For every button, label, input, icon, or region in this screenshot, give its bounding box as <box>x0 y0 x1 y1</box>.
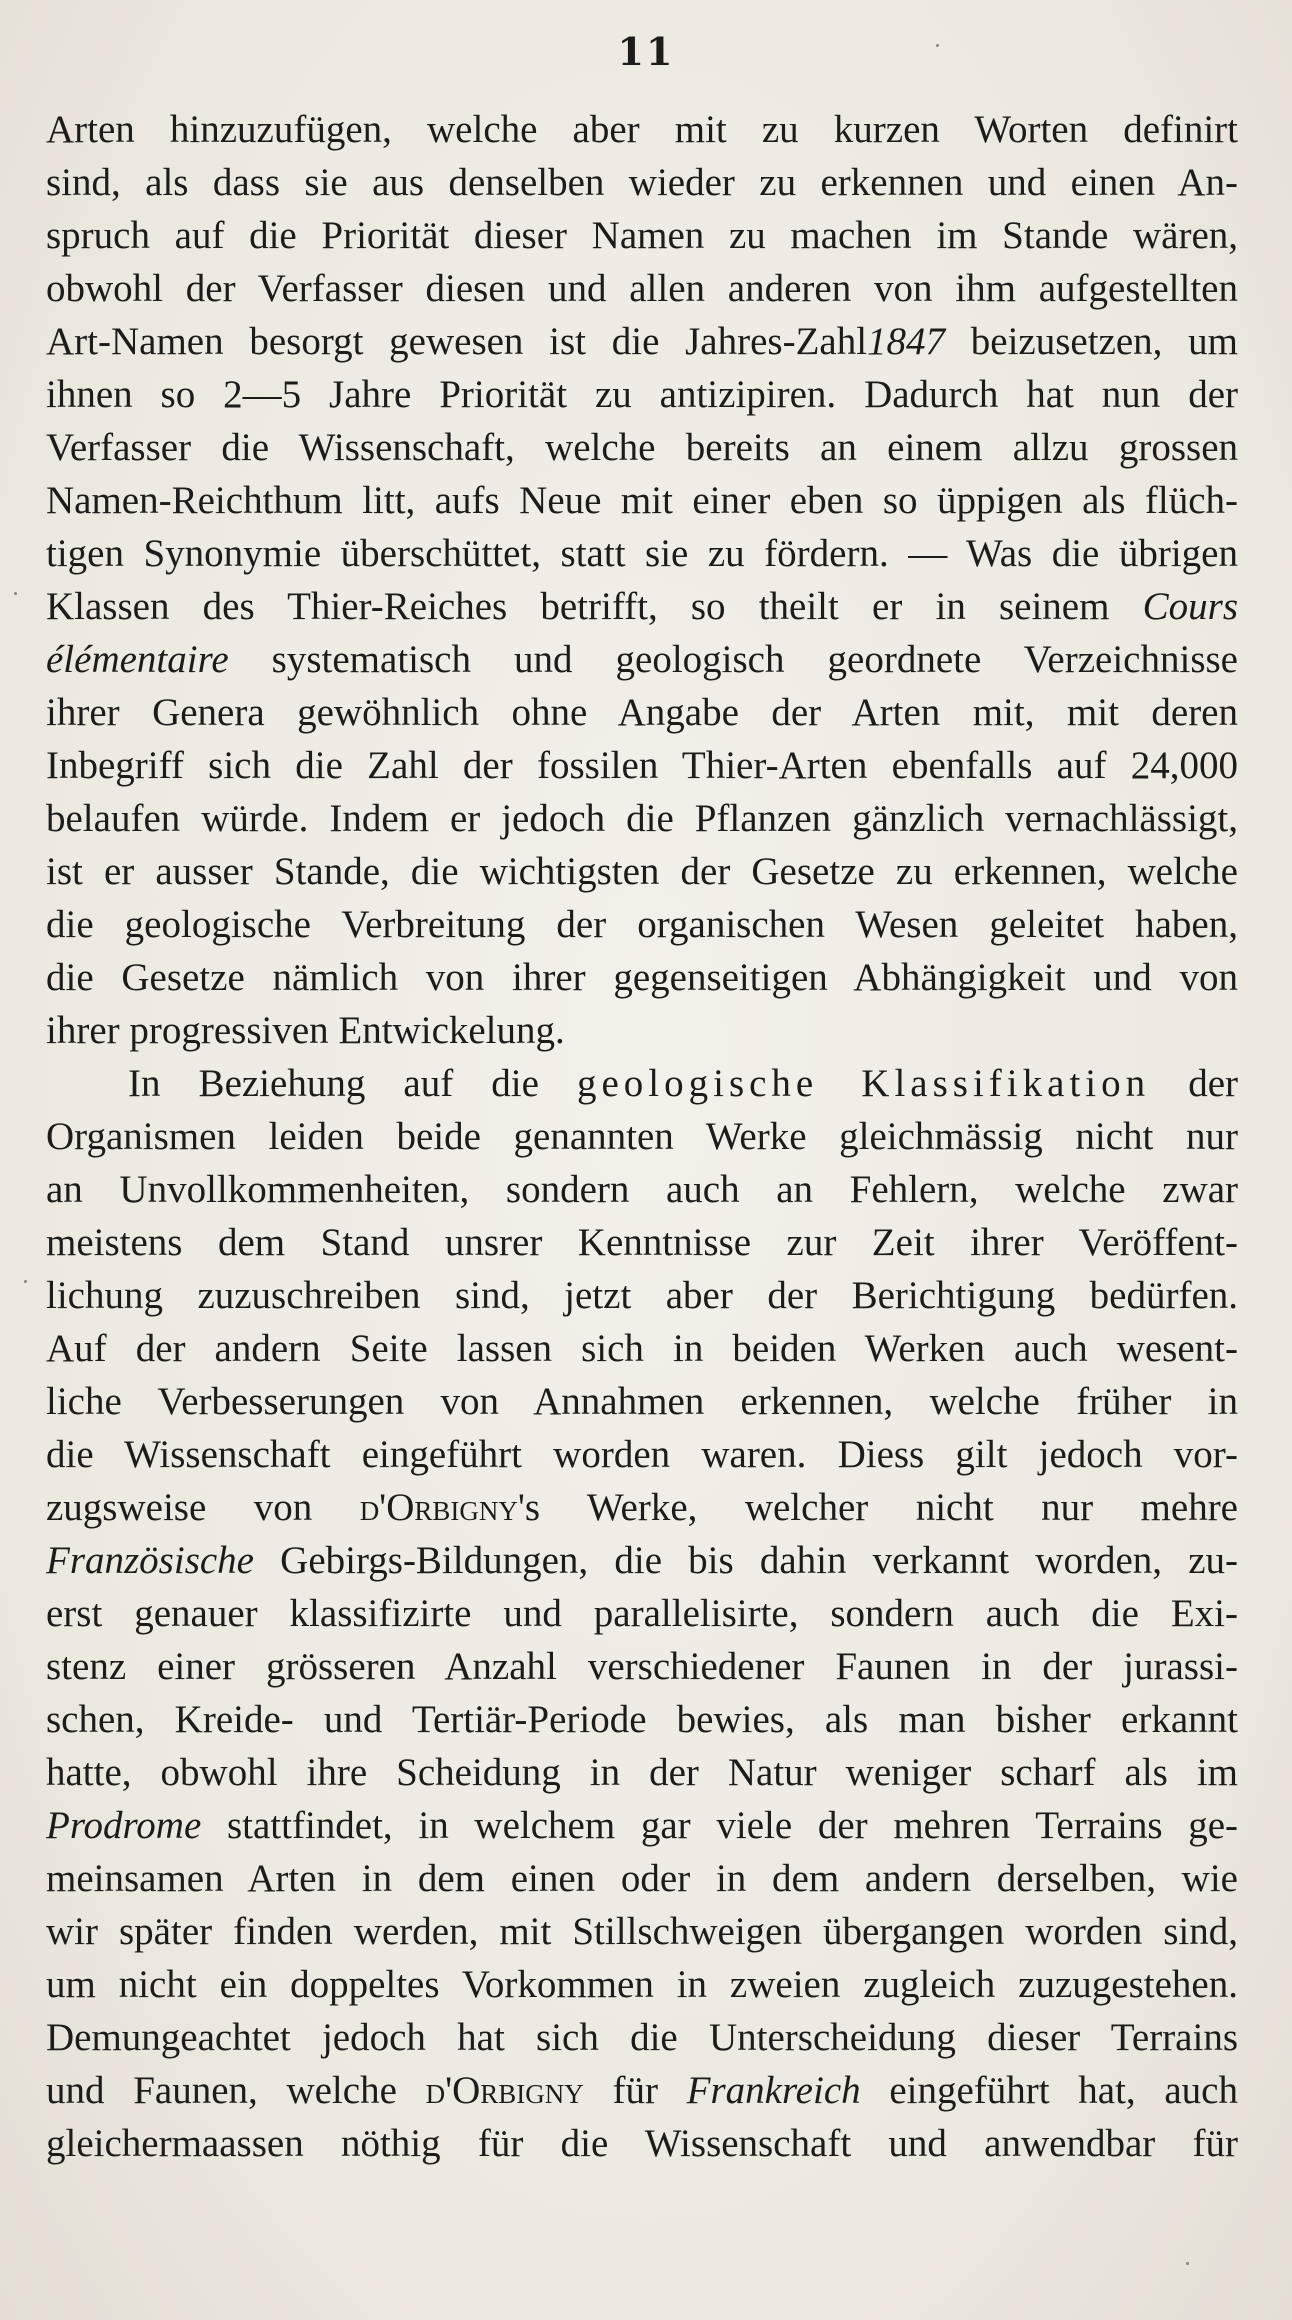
text-line: um nicht ein doppeltes Vorkommen in zweien zugleich zuzugestehen. <box>46 1963 1238 2006</box>
text-line: obwohl der Verfasser diesen und allen anderen von ihm aufgestellten <box>46 267 1238 310</box>
text-line: élémentaire systematisch und geologisch geordnete Verzeichnisse <box>46 638 1238 681</box>
text-line: ihnen so 2—5 Jahre Priorität zu antizipiren. Dadurch hat nun der <box>46 373 1238 416</box>
text-line: lichung zuzuschreiben sind, jetzt aber der Berichtigung bedürfen. <box>46 1274 1238 1317</box>
author-name: d'Orbigny <box>425 2069 584 2112</box>
text-line: an Unvollkommenheiten, sondern auch an Fehlern, welche zwar <box>46 1168 1238 1211</box>
text-line: meistens dem Stand unsrer Kenntnisse zur Zeit ihrer Veröffent- <box>46 1221 1238 1264</box>
work-title: Cours <box>1142 585 1238 628</box>
page-number: 11 <box>617 29 675 74</box>
text-line: gleichermaassen nöthig für die Wissenschaft und anwendbar für <box>46 2122 1238 2165</box>
text-line: hatte, obwohl ihre Scheidung in der Natur weniger scharf als im <box>46 1751 1238 1794</box>
text-line: Art-Namen besorgt gewesen ist die Jahres-Zahl1847 beizusetzen, um <box>46 320 1238 363</box>
text-line: ihrer progressiven Entwickelung. <box>46 1009 565 1052</box>
text-line: tigen Synonymie überschüttet, statt sie zu fördern. — Was die übrigen <box>46 532 1238 575</box>
text-line: die geologische Verbreitung der organischen Wesen geleitet haben, <box>46 903 1238 946</box>
text-line: Französische Gebirgs-Bildungen, die bis dahin verkannt worden, zu- <box>46 1539 1238 1582</box>
emphasis-word: Französische <box>46 1539 254 1582</box>
paper-speck <box>936 44 939 47</box>
text-line: Arten hinzuzufügen, welche aber mit zu kurzen Worten definirt <box>46 108 1238 151</box>
text-line: zugsweise von d'Orbigny's Werke, welcher nicht nur mehre <box>46 1486 1238 1529</box>
text-line: Klassen des Thier-Reiches betrifft, so theilt er in seinem Cours <box>46 585 1238 628</box>
text-line: die Gesetze nämlich von ihrer gegenseitigen Abhängigkeit und von <box>46 956 1238 999</box>
paper-speck <box>24 1280 27 1283</box>
text-line: ihrer Genera gewöhnlich ohne Angabe der Arten mit, mit deren <box>46 691 1238 734</box>
paper-speck <box>1186 2262 1189 2265</box>
author-name: d'Orbigny <box>359 1486 518 1529</box>
text-line: die Wissenschaft eingeführt worden waren. Diess gilt jedoch vor- <box>46 1433 1238 1476</box>
year-number: 1847 <box>867 320 946 363</box>
text-line: Inbegriff sich die Zahl der fossilen Thier-Arten ebenfalls auf 24,000 <box>46 744 1238 787</box>
text-line: spruch auf die Priorität dieser Namen zu machen im Stande wären, <box>46 214 1238 257</box>
text-line: meinsamen Arten in dem einen oder in dem andern derselben, wie <box>46 1857 1238 1900</box>
text-line: Organismen leiden beide genannten Werke gleichmässig nicht nur <box>46 1115 1238 1158</box>
text-line: sind, als dass sie aus denselben wieder zu erkennen und einen An- <box>46 161 1238 204</box>
text-line: Auf der andern Seite lassen sich in beiden Werken auch wesent- <box>46 1327 1238 1370</box>
text-line: In Beziehung auf die geologische Klassifikation der <box>128 1062 1238 1105</box>
text-line: schen, Kreide- und Tertiär-Periode bewies, als man bisher erkannt <box>46 1698 1238 1741</box>
work-title: Prodrome <box>46 1804 202 1847</box>
text-line: Namen-Reichthum litt, aufs Neue mit einer eben so üppigen als flüch- <box>46 479 1238 522</box>
place-name: Frankreich <box>686 2069 861 2112</box>
text-line: ist er ausser Stande, die wichtigsten der Gesetze zu erkennen, welche <box>46 850 1238 893</box>
text-line: erst genauer klassifizirte und parallelisirte, sondern auch die Exi- <box>46 1592 1238 1635</box>
spaced-term: geologische Klassifikation <box>576 1062 1151 1105</box>
text-line: Prodrome stattfindet, in welchem gar viele der mehren Terrains ge- <box>46 1804 1238 1847</box>
text-line: Demungeachtet jedoch hat sich die Unterscheidung dieser Terrains <box>46 2016 1238 2059</box>
text-line: und Faunen, welche d'Orbigny für Frankreich eingeführt hat, auch <box>46 2069 1238 2112</box>
work-title: élémentaire <box>46 638 229 681</box>
text-line: wir später finden werden, mit Stillschweigen übergangen worden sind, <box>46 1910 1238 1953</box>
text-line: liche Verbesserungen von Annahmen erkennen, welche früher in <box>46 1380 1238 1423</box>
text-line: stenz einer grösseren Anzahl verschiedener Faunen in der jurassi- <box>46 1645 1238 1688</box>
text-line: belaufen würde. Indem er jedoch die Pflanzen gänzlich vernachlässigt, <box>46 797 1238 840</box>
paper-speck <box>14 592 17 595</box>
text-line: Verfasser die Wissenschaft, welche bereits an einem allzu grossen <box>46 426 1238 469</box>
